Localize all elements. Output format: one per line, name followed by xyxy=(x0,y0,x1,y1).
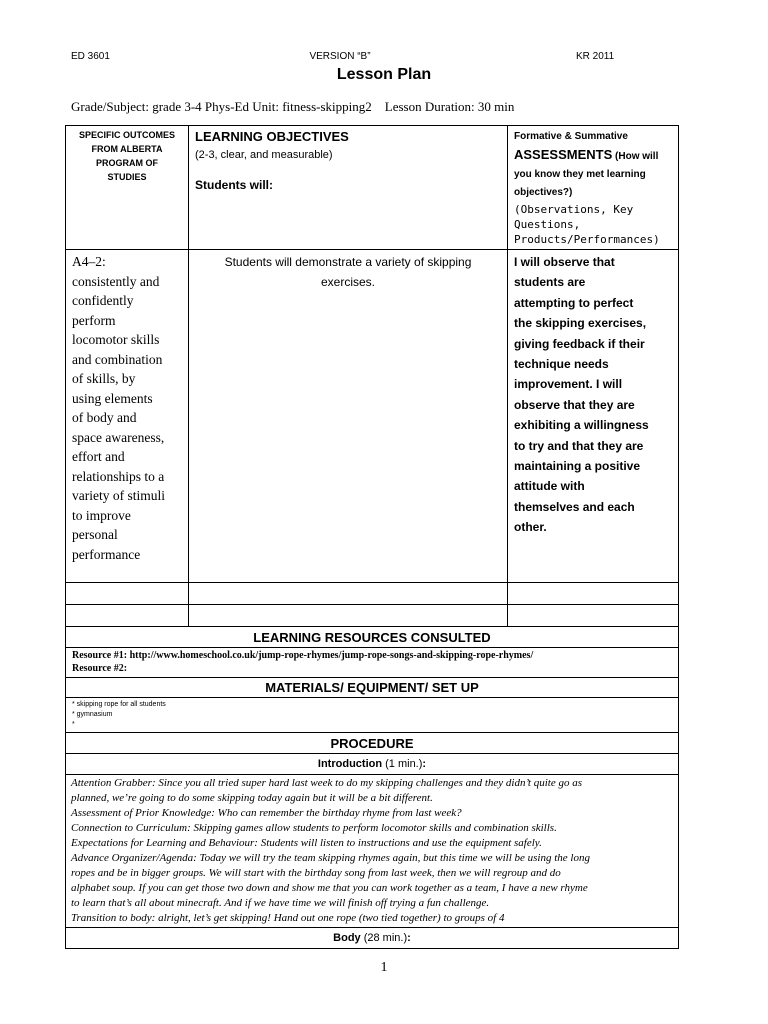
page-number: 1 xyxy=(380,960,388,975)
outcome-line: and combination xyxy=(72,351,163,367)
assessments-examples: (Observations, Key Questions, Products/Performances) xyxy=(514,203,660,246)
intro-line: Transition to body: alright, let’s get skipping! Hand out one rope (two tied together) to groups of 4 xyxy=(71,912,505,924)
outcome-line: relationships to a xyxy=(72,468,165,484)
assessment-line: maintaining a positive xyxy=(514,459,641,474)
assessments-title: ASSESSMENTS xyxy=(514,147,613,162)
learning-objective: Students will demonstrate a variety of skipping exercises. xyxy=(189,250,508,583)
outcomes-header-line: PROGRAM OF xyxy=(96,158,158,168)
empty-cell xyxy=(508,605,679,627)
outcome-line: consistently and xyxy=(72,273,160,289)
assessments-how: (How will you know they met learning objectives?) xyxy=(514,151,659,198)
assessment-line: technique needs xyxy=(514,357,609,372)
outcome-line: of body and xyxy=(72,410,137,425)
empty-cell xyxy=(508,583,679,605)
assessment-line: other. xyxy=(514,520,547,535)
introduction-text xyxy=(66,775,679,928)
empty-cell xyxy=(66,605,189,627)
intro-line: planned, we’re going to do some skipping today again but it will be a bit different. xyxy=(71,792,433,804)
outcome-line: variety of stimuli xyxy=(72,488,165,503)
outcomes-header-line: FROM ALBERTA xyxy=(91,144,163,154)
introduction-heading xyxy=(66,754,679,775)
material-item: * gymnasium xyxy=(72,711,113,718)
empty-cell xyxy=(189,605,508,627)
intro-line: Connection to Curriculum: Skipping games allow students to perform locomotor skills and combination skills. xyxy=(71,822,557,834)
outcome-line: effort and xyxy=(72,449,125,464)
outcome-line: space awareness, xyxy=(72,429,165,445)
assessment-line: themselves and each xyxy=(514,499,635,514)
intro-line: Expectations for Learning and Behaviour: Students will listen to instructions and use the equipment safely. xyxy=(71,837,542,849)
outcomes-header-line: STUDIES xyxy=(107,172,147,182)
course-code: ED 3601 xyxy=(71,51,110,62)
outcomes-header-line: SPECIFIC OUTCOMES xyxy=(78,130,175,140)
objectives-header xyxy=(189,126,508,250)
objectives-subtitle: (2-3, clear, and measurable) xyxy=(195,149,333,161)
material-item: * xyxy=(72,721,75,728)
colon: : xyxy=(407,932,411,944)
outcomes-header xyxy=(66,126,189,250)
version-label: VERSION “B” xyxy=(309,51,371,62)
page-title: Lesson Plan xyxy=(336,66,432,83)
intro-line: Advance Organizer/Agenda: Today we will try the team skipping rhymes again, but this time we will be using the long xyxy=(71,852,590,864)
assessments-label: Formative & Summative xyxy=(514,131,628,142)
colon: : xyxy=(422,758,427,770)
intro-line: to learn that’s all about minecraft. And if we have time we will finish off trying a fun challenge. xyxy=(71,897,490,909)
procedure-title: PROCEDURE xyxy=(66,733,679,754)
outcome-line: personal xyxy=(72,527,118,542)
material-item: * skipping rope for all students xyxy=(72,701,166,708)
assessment-line: improvement. I will xyxy=(514,377,623,392)
materials-title: MATERIALS/ EQUIPMENT/ SET UP xyxy=(66,678,679,698)
empty-cell xyxy=(66,583,189,605)
assessment-line: exhibiting a willingness xyxy=(514,418,649,433)
outcome-line: locomotor skills xyxy=(72,332,160,347)
outcome-line: using elements xyxy=(72,390,153,406)
assessments-header xyxy=(508,126,679,250)
body-time: (28 min.) xyxy=(360,932,408,944)
resources-title: LEARNING RESOURCES CONSULTED xyxy=(66,627,679,648)
introduction-label: Introduction xyxy=(317,758,383,770)
resources-list xyxy=(66,648,679,678)
outcome-line: A4–2: xyxy=(72,254,106,269)
assessment-line: the skipping exercises, xyxy=(514,316,647,331)
body-heading xyxy=(66,928,679,949)
students-will-label: Students will: xyxy=(195,178,273,192)
materials-list xyxy=(66,698,679,733)
intro-line: alphabet soup. If you can get those two down and show me that you can work together as a team, I have a new rhyme xyxy=(71,882,588,894)
assessment-line: students are xyxy=(514,275,586,290)
body-label: Body xyxy=(333,932,361,944)
introduction-time: (1 min.) xyxy=(382,758,423,770)
objectives-title: LEARNING OBJECTIVES xyxy=(195,129,349,144)
assessment-line: attitude with xyxy=(514,479,585,494)
lesson-plan-table xyxy=(65,125,679,949)
resource-1: Resource #1: http://www.homeschool.co.uk/jump-rope-rhymes/jump-rope-songs-and-skipping-rope-rhymes/ xyxy=(72,650,534,661)
assessment-line: observe that they are xyxy=(514,397,635,412)
author-code: KR 2011 xyxy=(576,51,615,62)
assessment-line: to try and that they are xyxy=(514,438,644,453)
outcome-line: of skills, by xyxy=(72,371,136,386)
assessment-line: attempting to perfect xyxy=(514,295,634,310)
outcome-line: confidently xyxy=(72,293,134,308)
outcome-line: to improve xyxy=(72,507,131,523)
grade-subject-line: Grade/Subject: grade 3-4 Phys-Ed Unit: fitness-skipping2 Lesson Duration: 30 min xyxy=(71,99,515,114)
empty-cell xyxy=(189,583,508,605)
outcome-line: perform xyxy=(72,312,116,328)
assessment-line: I will observe that xyxy=(514,255,615,269)
resource-2: Resource #2: xyxy=(72,663,128,674)
specific-outcome xyxy=(66,250,189,583)
assessment-line: giving feedback if their xyxy=(514,336,645,351)
intro-line: Assessment of Prior Knowledge: Who can remember the birthday rhyme from last week? xyxy=(71,807,462,819)
intro-line: Attention Grabber: Since you all tried super hard last week to do my skipping challenges and they didn’t quite go as xyxy=(71,777,583,789)
assessment-description xyxy=(508,250,679,583)
intro-line: ropes and be in bigger groups. We will start with the birthday song from last week, then we will regroup and do xyxy=(71,867,561,879)
outcome-line: performance xyxy=(72,546,141,562)
